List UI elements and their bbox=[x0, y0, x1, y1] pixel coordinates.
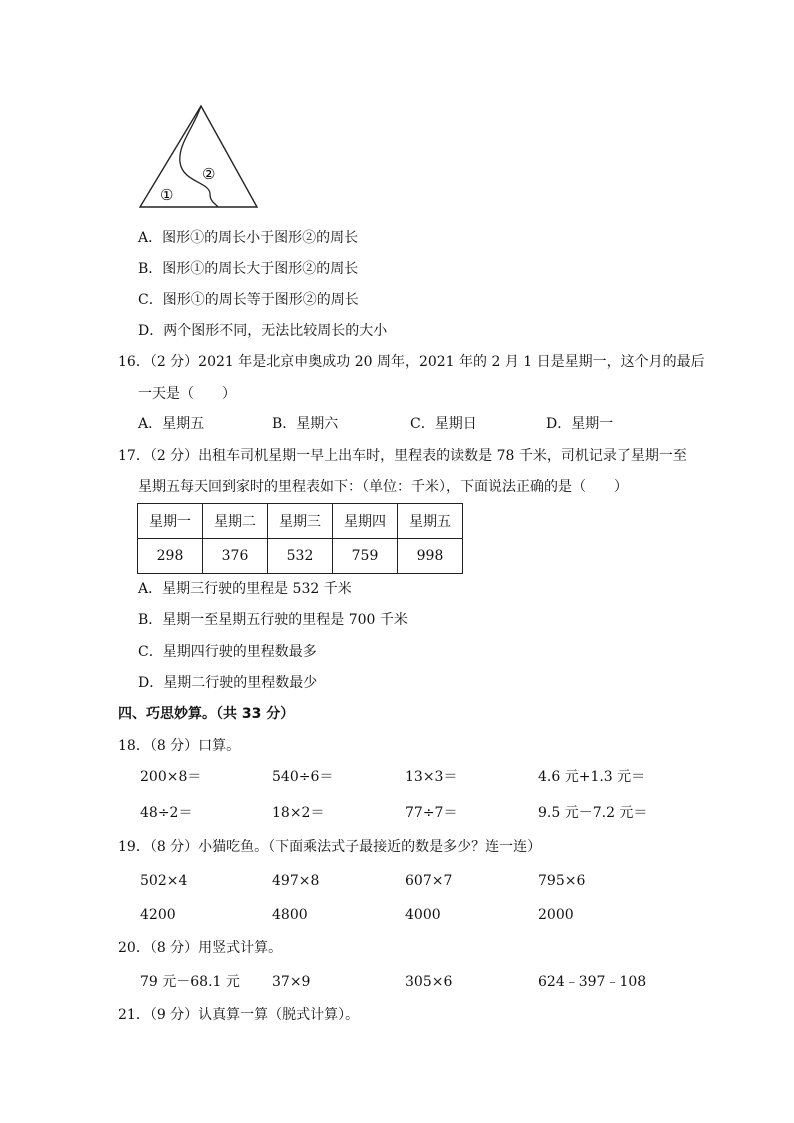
table-header-cell: 星期三 bbox=[268, 504, 333, 539]
q17-stem-line2: 星期五每天回到家时的里程表如下：（单位：千米），下面说法正确的是（ ） bbox=[138, 479, 628, 495]
q16-stem-line2: 一天是（ ） bbox=[138, 386, 236, 402]
q19-target-number: 2000 bbox=[538, 907, 574, 923]
q16-option-a: A．星期五 bbox=[138, 416, 205, 432]
table-header-cell: 星期四 bbox=[333, 504, 398, 539]
table-header-cell: 星期二 bbox=[203, 504, 268, 539]
dividing-curve bbox=[180, 106, 218, 207]
q19-target-number: 4200 bbox=[140, 907, 176, 923]
q15-option-d: D．两个图形不同，无法比较周长的大小 bbox=[138, 323, 388, 339]
q17-option-d: D．星期二行驶的里程数最少 bbox=[138, 675, 318, 691]
q17-option-c: C．星期四行驶的里程数最多 bbox=[138, 644, 317, 660]
q18-item: 4.6 元+1.3 元＝ bbox=[538, 769, 646, 785]
q19-target-number: 4000 bbox=[405, 907, 441, 923]
q16-option-d: D．星期一 bbox=[546, 416, 614, 432]
q20-problem: 37×9 bbox=[272, 974, 311, 990]
triangle-outline bbox=[140, 106, 257, 207]
table-header-row bbox=[138, 504, 463, 539]
q15-option-b: B．图形①的周长大于图形②的周长 bbox=[138, 261, 359, 277]
q17-option-a: A．星期三行驶的里程是 532 千米 bbox=[138, 581, 352, 597]
table-cell: 376 bbox=[203, 539, 268, 574]
q18-item: 18×2＝ bbox=[272, 805, 325, 821]
q18-item: 48÷2＝ bbox=[140, 805, 193, 821]
q16-stem-line1: 16．（2 分）2021 年是北京申奥成功 20 周年，2021 年的 2 月 1 日是星期一，这个月的最后 bbox=[118, 354, 705, 370]
table-cell: 298 bbox=[138, 539, 203, 574]
triangle-figure bbox=[138, 104, 262, 214]
q20-problem: 79 元－68.1 元 bbox=[140, 974, 240, 990]
q17-option-b: B．星期一至星期五行驶的里程是 700 千米 bbox=[138, 612, 408, 628]
q15-option-a: A．图形①的周长小于图形②的周长 bbox=[138, 230, 359, 246]
q19-title: 19．（8 分）小猫吃鱼。（下面乘法式子最接近的数是多少？连一连） bbox=[118, 839, 542, 855]
q16-option-c: C．星期日 bbox=[410, 416, 477, 432]
q20-title: 20．（8 分）用竖式计算。 bbox=[118, 940, 283, 956]
q20-problem: 305×6 bbox=[405, 974, 453, 990]
q18-item: 9.5 元－7.2 元＝ bbox=[538, 805, 648, 821]
region-1-label: ① bbox=[160, 186, 174, 204]
q19-target-number: 4800 bbox=[272, 907, 308, 923]
q18-item: 200×8＝ bbox=[140, 769, 202, 785]
q16-option-b: B．星期六 bbox=[272, 416, 339, 432]
q19-expression: 607×7 bbox=[405, 873, 453, 889]
q18-item: 540÷6＝ bbox=[272, 769, 334, 785]
q19-expression: 502×4 bbox=[140, 873, 188, 889]
q15-option-c: C．图形①的周长等于图形②的周长 bbox=[138, 292, 359, 308]
table-header-cell: 星期五 bbox=[398, 504, 463, 539]
q20-problem: 624﹣397﹣108 bbox=[538, 974, 647, 990]
table-cell: 532 bbox=[268, 539, 333, 574]
q18-item: 77÷7＝ bbox=[405, 805, 458, 821]
q19-expression: 497×8 bbox=[272, 873, 320, 889]
q18-item: 13×3＝ bbox=[405, 769, 458, 785]
q19-expression: 795×6 bbox=[538, 873, 586, 889]
region-2-label: ② bbox=[202, 165, 216, 183]
section-4-heading: 四、巧思妙算。（共 33 分） bbox=[118, 706, 295, 722]
table-cell: 998 bbox=[398, 539, 463, 574]
q21-title: 21．（9 分）认真算一算（脱式计算）。 bbox=[118, 1007, 360, 1023]
odometer-table bbox=[137, 503, 463, 574]
q17-stem-line1: 17．（2 分）出租车司机星期一早上出车时，里程表的读数是 78 千米，司机记录了星期一至 bbox=[118, 448, 687, 464]
q18-title: 18．（8 分）口算。 bbox=[118, 738, 241, 754]
table-header-cell: 星期一 bbox=[138, 504, 203, 539]
table-row bbox=[138, 539, 463, 574]
table-cell: 759 bbox=[333, 539, 398, 574]
